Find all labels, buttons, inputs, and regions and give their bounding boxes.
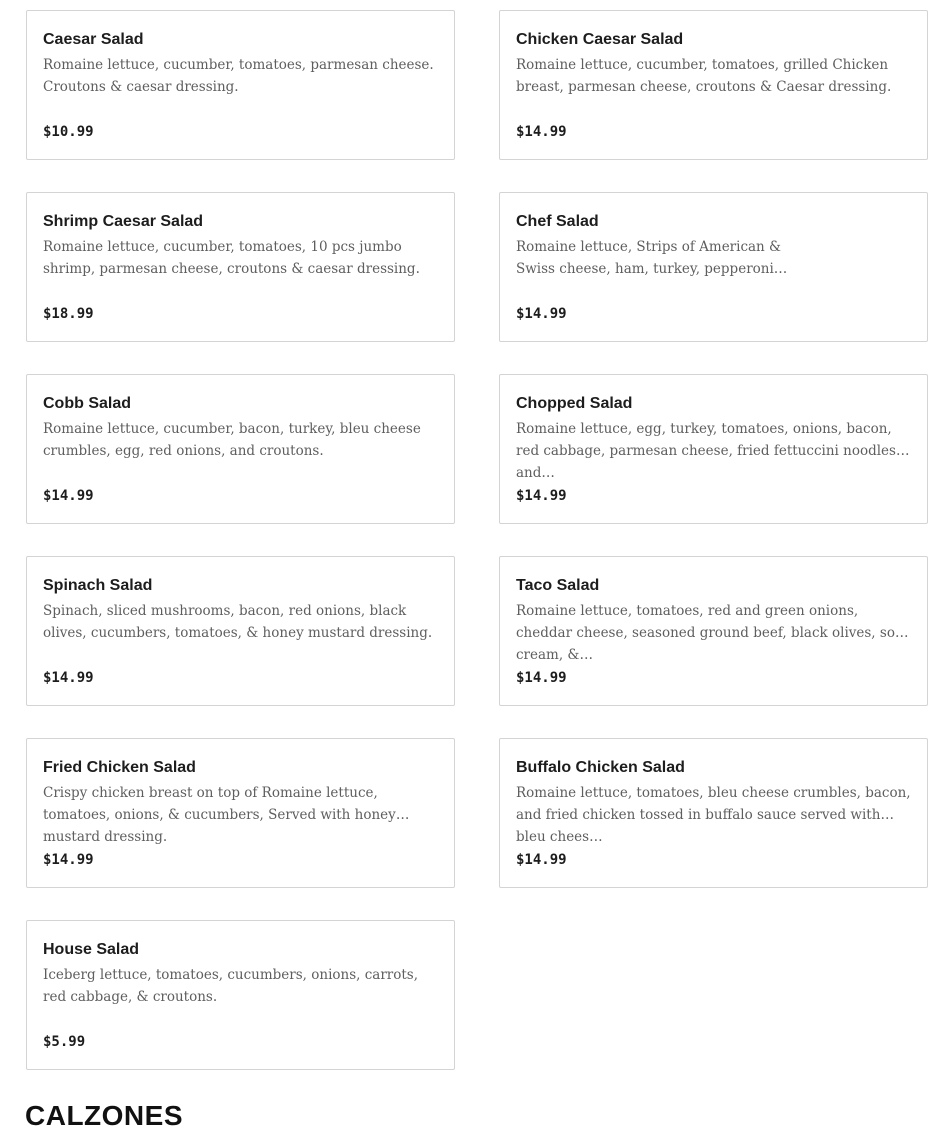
menu-item-name: Taco Salad xyxy=(516,577,600,594)
menu-item-description: Romaine lettuce, tomatoes, red and green onions, cheddar cheese, seasoned ground beef, black olives, sour cream, &… xyxy=(516,603,911,663)
menu-item-name: Spinach Salad xyxy=(43,577,153,594)
menu-item-description: Romaine lettuce, cucumber, bacon, turkey, bleu cheese crumbles, egg, red onions, and croutons. xyxy=(43,421,421,459)
menu-item-price: $14.99 xyxy=(516,670,567,686)
menu-item-price: $14.99 xyxy=(43,670,94,686)
menu-item-price: $14.99 xyxy=(516,306,567,322)
menu-item-cobb-salad[interactable] xyxy=(26,374,455,524)
menu-item-name: Chicken Caesar Salad xyxy=(516,31,684,48)
menu-item-price: $14.99 xyxy=(516,488,567,504)
menu-item-name: Caesar Salad xyxy=(43,31,144,48)
menu-item-shrimp-caesar-salad[interactable] xyxy=(26,192,455,342)
menu-item-name: Chopped Salad xyxy=(516,395,633,412)
menu-item-description: Iceberg lettuce, tomatoes, cucumbers, onions, carrots, red cabbage, & croutons. xyxy=(43,967,419,1005)
menu-item-price: $14.99 xyxy=(43,852,94,868)
menu-item-description: Romaine lettuce, tomatoes, bleu cheese crumbles, bacon, and fried chicken tossed in buffalo sauce served with bleu chees… xyxy=(516,785,911,845)
menu-item-description: Romaine lettuce, Strips of American & Swiss cheese, ham, turkey, pepperoni… xyxy=(516,239,788,277)
menu-item-price: $10.99 xyxy=(43,124,94,140)
salad-menu-grid xyxy=(26,10,928,1070)
menu-item-description: Spinach, sliced mushrooms, bacon, red onions, black olives, cucumbers, tomatoes, & honey mustard dressing. xyxy=(43,603,433,641)
menu-item-price: $14.99 xyxy=(516,852,567,868)
menu-item-price: $18.99 xyxy=(43,306,94,322)
menu-item-price: $14.99 xyxy=(43,488,94,504)
menu-item-price: $14.99 xyxy=(516,124,567,140)
menu-item-caesar-salad[interactable] xyxy=(26,10,455,160)
menu-item-chopped-salad[interactable] xyxy=(499,374,928,524)
menu-item-chicken-caesar-salad[interactable] xyxy=(499,10,928,160)
menu-item-description: Romaine lettuce, cucumber, tomatoes, 10 pcs jumbo shrimp, parmesan cheese, croutons & caesar dressing. xyxy=(43,239,420,277)
menu-item-name: Buffalo Chicken Salad xyxy=(516,759,685,776)
section-heading-calzones: CALZONES xyxy=(25,1100,183,1131)
menu-item-fried-chicken-salad[interactable] xyxy=(26,738,455,888)
menu-item-name: House Salad xyxy=(43,941,140,958)
menu-item-name: Cobb Salad xyxy=(43,395,132,412)
menu-item-name: Shrimp Caesar Salad xyxy=(43,213,204,230)
menu-item-description: Romaine lettuce, egg, turkey, tomatoes, onions, bacon, red cabbage, parmesan cheese, fried fettuccini noodles, and… xyxy=(516,421,901,481)
menu-item-taco-salad[interactable] xyxy=(499,556,928,706)
menu-item-description: Romaine lettuce, cucumber, tomatoes, parmesan cheese. Croutons & caesar dressing. xyxy=(43,57,434,95)
menu-item-chef-salad[interactable] xyxy=(499,192,928,342)
menu-item-price: $5.99 xyxy=(43,1034,86,1050)
menu-item-description: Romaine lettuce, cucumber, tomatoes, grilled Chicken breast, parmesan cheese, croutons & Caesar dressing. xyxy=(516,57,892,95)
menu-item-spinach-salad[interactable] xyxy=(26,556,455,706)
menu-item-buffalo-chicken-salad[interactable] xyxy=(499,738,928,888)
menu-item-name: Fried Chicken Salad xyxy=(43,759,196,776)
menu-item-name: Chef Salad xyxy=(516,213,599,230)
menu-item-house-salad[interactable] xyxy=(26,920,455,1070)
menu-item-description: Crispy chicken breast on top of Romaine lettuce, tomatoes, onions, & cucumbers, Served with honey mustard dressing. xyxy=(43,785,396,845)
